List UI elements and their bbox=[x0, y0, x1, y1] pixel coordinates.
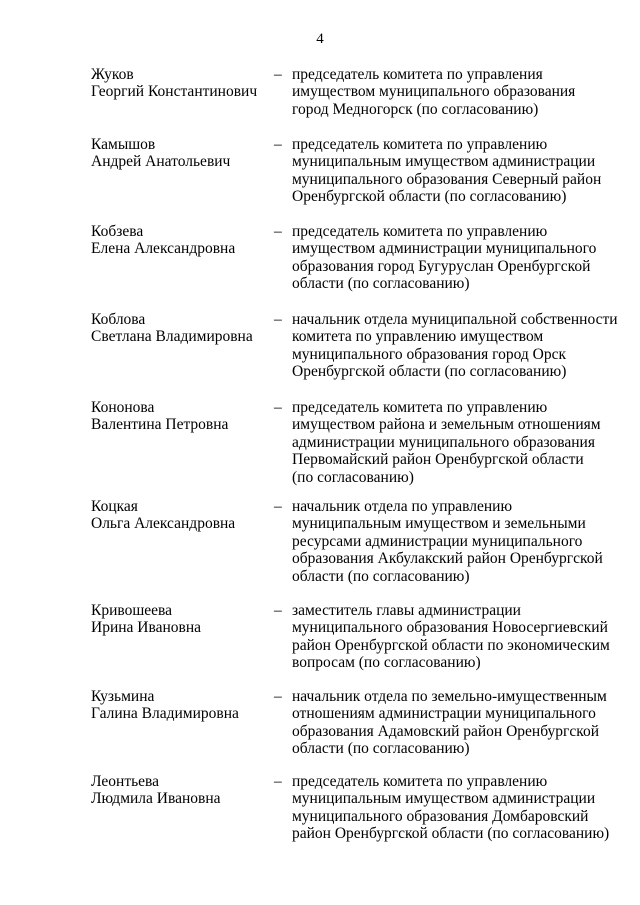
member-surname: Камышов bbox=[91, 136, 156, 153]
member-name bbox=[91, 688, 271, 723]
member-position: заместитель главы администрации муниципального образования Новосергиевский район Оренбургской области по экономическим вопросам (по согласованию) bbox=[292, 602, 610, 672]
member-position: начальник отдела по управлению муниципальным имуществом и земельными ресурсами администрации муниципального образования Акбулакский район Оренбургской области (по согласованию) bbox=[292, 498, 603, 585]
member-surname: Коблова bbox=[91, 311, 146, 328]
dash-separator: – bbox=[274, 223, 282, 240]
member-surname: Кузьмина bbox=[91, 688, 155, 705]
member-position: председатель комитета по управлению муниципальным имуществом администрации муниципального образования Домбаровский район Оренбургской области (по согласованию) bbox=[292, 773, 610, 843]
dash-separator: – bbox=[274, 311, 282, 328]
member-name bbox=[91, 311, 271, 346]
dash-separator: – bbox=[274, 688, 282, 705]
member-surname: Коцкая bbox=[91, 498, 138, 515]
member-surname: Кривошеева bbox=[91, 602, 173, 619]
member-name bbox=[91, 136, 271, 171]
member-name bbox=[91, 399, 271, 434]
member-name bbox=[91, 773, 271, 808]
member-name bbox=[91, 66, 271, 101]
member-position: начальник отдела муниципальной собственности комитета по управлению имуществом муниципального образования город Орск Оренбургской области (по согласованию) bbox=[292, 311, 618, 381]
member-position: председатель комитета по управлению имуществом администрации муниципального образования город Бугуруслан Оренбургской области (по согласованию) bbox=[292, 223, 597, 293]
member-given-names: Елена Александровна bbox=[91, 240, 236, 258]
dash-separator: – bbox=[274, 602, 282, 619]
dash-separator: – bbox=[274, 498, 282, 515]
member-surname: Леонтьева bbox=[91, 773, 160, 790]
dash-separator: – bbox=[274, 136, 282, 153]
member-given-names: Галина Владимировна bbox=[91, 705, 239, 723]
member-given-names: Георгий Константинович bbox=[91, 83, 258, 101]
member-given-names: Светлана Владимировна bbox=[91, 328, 253, 346]
dash-separator: – bbox=[274, 773, 282, 790]
member-position: председатель комитета по управления имуществом муниципального образования город Медногорск (по согласованию) bbox=[292, 66, 576, 118]
member-name bbox=[91, 223, 271, 258]
member-given-names: Андрей Анатольевич bbox=[91, 153, 231, 171]
member-name bbox=[91, 602, 271, 637]
member-surname: Жуков bbox=[91, 66, 134, 83]
member-given-names: Людмила Ивановна bbox=[91, 790, 221, 808]
member-given-names: Валентина Петровна bbox=[91, 416, 229, 434]
member-given-names: Ольга Александровна bbox=[91, 515, 236, 533]
page-number: 4 bbox=[316, 31, 324, 47]
dash-separator: – bbox=[274, 66, 282, 83]
member-position: председатель комитета по управлению имуществом района и земельным отношениям администрации муниципального образования Первомайский район Оренбургской области (по согласованию) bbox=[292, 399, 601, 486]
member-surname: Кононова bbox=[91, 399, 155, 416]
member-position: начальник отдела по земельно-имущественным отношениям администрации муниципального образования Адамовский район Оренбургской области (по согласованию) bbox=[292, 688, 607, 758]
member-given-names: Ирина Ивановна bbox=[91, 619, 202, 637]
member-name bbox=[91, 498, 271, 533]
member-position: председатель комитета по управлению муниципальным имуществом администрации муниципального образования Северный район Оренбургской области (по согласованию) bbox=[292, 136, 602, 206]
member-surname: Кобзева bbox=[91, 223, 144, 240]
dash-separator: – bbox=[274, 399, 282, 416]
